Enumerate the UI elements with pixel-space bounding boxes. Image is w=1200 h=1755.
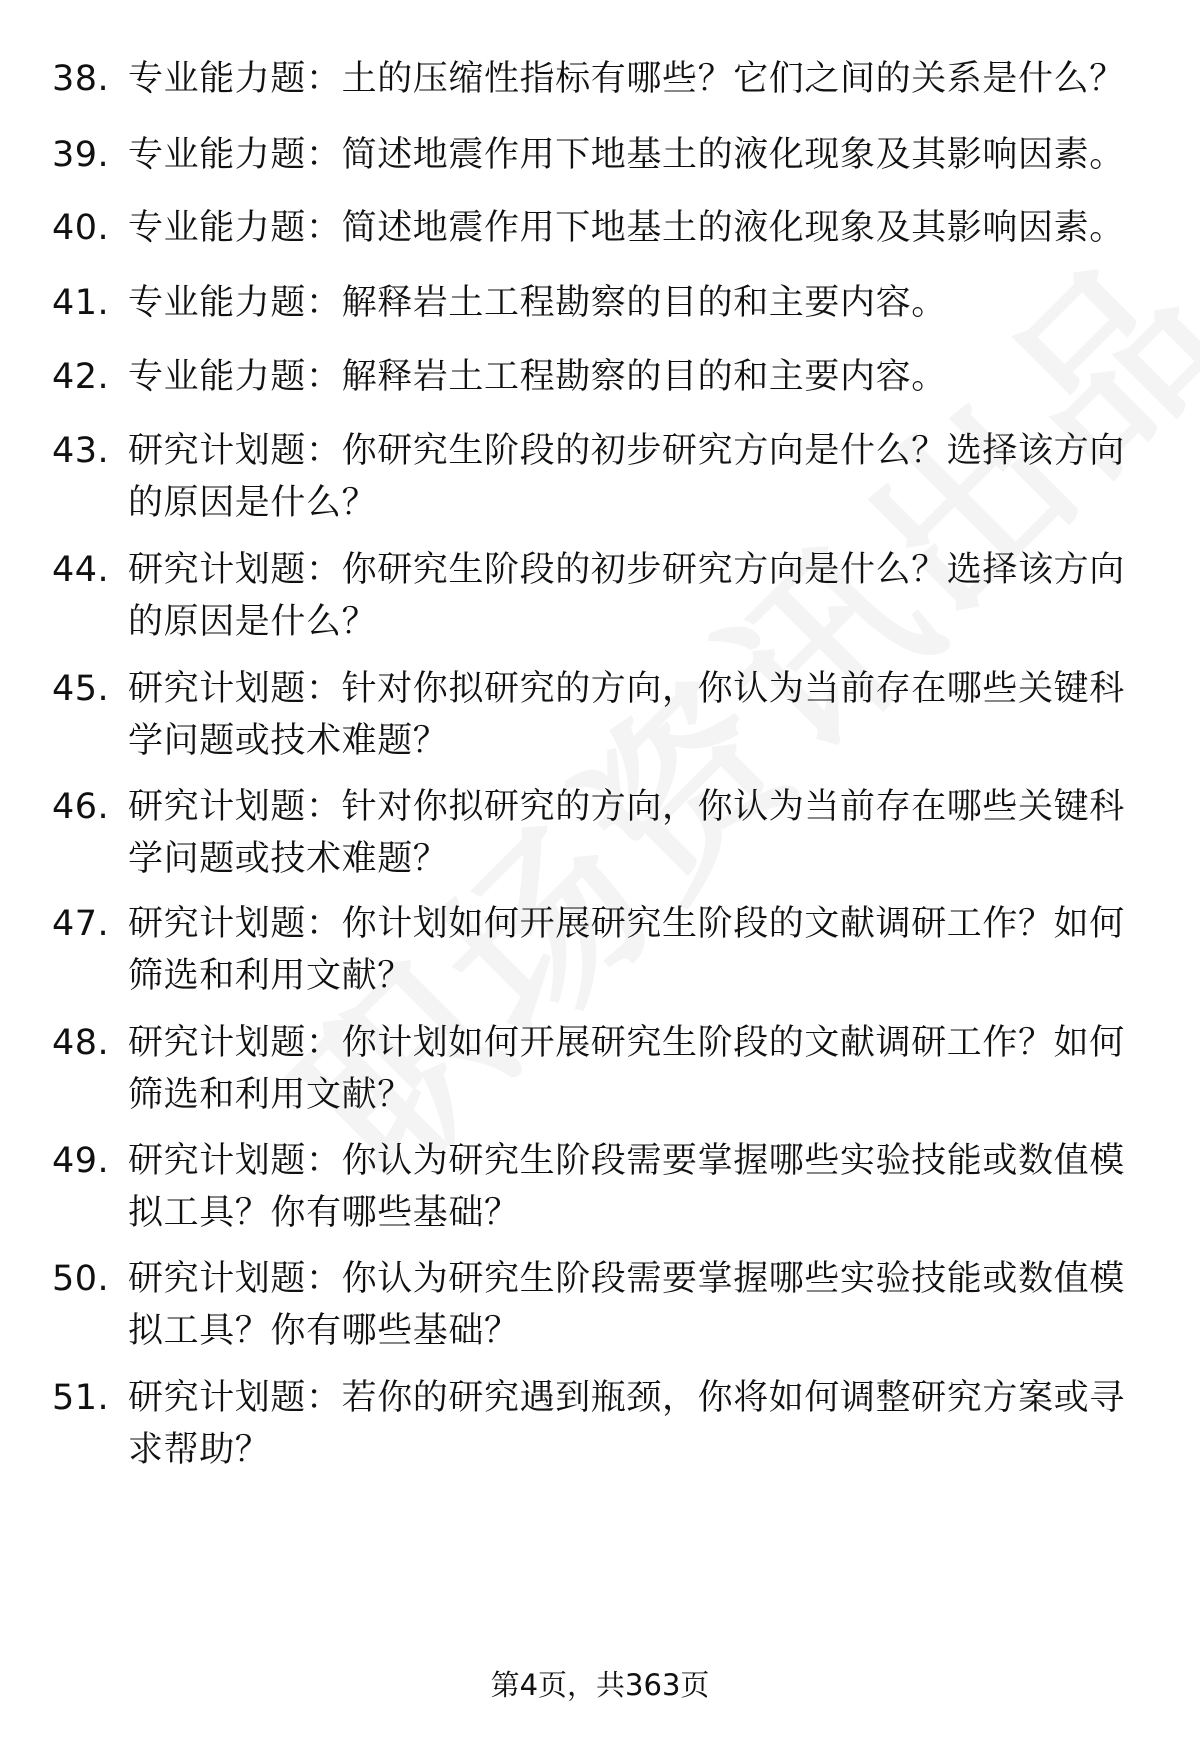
question-number: 47.: [52, 904, 110, 944]
question-text: 研究计划题：若你的研究遇到瓶颈，你将如何调整研究方案或寻求帮助？: [128, 1378, 1125, 1470]
question-number: 41.: [52, 283, 110, 323]
question-number: 43.: [52, 431, 110, 471]
question-text: 研究计划题：你研究生阶段的初步研究方向是什么？选择该方向的原因是什么？: [128, 431, 1125, 523]
question-text: 研究计划题：针对你拟研究的方向，你认为当前存在哪些关键科学问题或技术难题？: [128, 669, 1125, 761]
question-number: 42.: [52, 357, 110, 397]
question-text: 研究计划题：你认为研究生阶段需要掌握哪些实验技能或数值模拟工具？你有哪些基础？: [128, 1141, 1125, 1233]
question-text: 专业能力题：解释岩土工程勘察的目的和主要内容。: [128, 283, 947, 323]
page-footer: 第4页，共363页: [490, 1668, 710, 1702]
question-number: 48.: [52, 1023, 110, 1063]
question-number: 39.: [52, 135, 110, 175]
question-text: 专业能力题：解释岩土工程勘察的目的和主要内容。: [128, 357, 947, 397]
question-text: 研究计划题：你认为研究生阶段需要掌握哪些实验技能或数值模拟工具？你有哪些基础？: [128, 1259, 1125, 1351]
question-number: 46.: [52, 787, 110, 827]
question-text: 专业能力题：土的压缩性指标有哪些？它们之间的关系是什么？: [128, 59, 1125, 99]
question-text: 专业能力题：简述地震作用下地基土的液化现象及其影响因素。: [128, 135, 1125, 175]
question-text: 专业能力题：简述地震作用下地基土的液化现象及其影响因素。: [128, 208, 1125, 248]
question-text: 研究计划题：你计划如何开展研究生阶段的文献调研工作？如何筛选和利用文献？: [128, 904, 1125, 996]
question-text: 研究计划题：针对你拟研究的方向，你认为当前存在哪些关键科学问题或技术难题？: [128, 787, 1125, 879]
question-number: 51.: [52, 1378, 110, 1418]
question-text: 研究计划题：你计划如何开展研究生阶段的文献调研工作？如何筛选和利用文献？: [128, 1023, 1125, 1115]
question-number: 40.: [52, 208, 110, 248]
question-text: 研究计划题：你研究生阶段的初步研究方向是什么？选择该方向的原因是什么？: [128, 550, 1125, 642]
question-number: 50.: [52, 1259, 110, 1299]
question-number: 44.: [52, 550, 110, 590]
question-number: 49.: [52, 1141, 110, 1181]
question-number: 45.: [52, 669, 110, 709]
question-number: 38.: [52, 59, 110, 99]
